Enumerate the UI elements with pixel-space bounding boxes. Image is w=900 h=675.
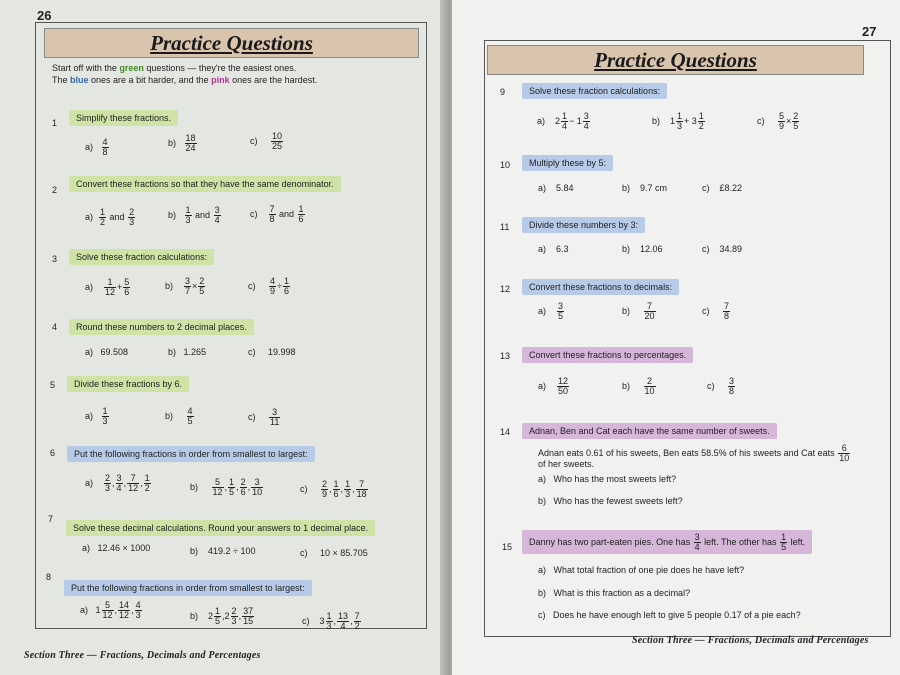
answer-value: 12.06 (640, 244, 663, 254)
question-label-part: left. The other has (704, 537, 777, 547)
answer-b: b) $\frac{3}{7}$ × $\frac{2}{5}$ (165, 276, 205, 296)
answer-a: a) $\frac{12}{50}$ (538, 376, 569, 396)
answer-c: c) 19.998 (248, 347, 296, 357)
question-label: Solve these fraction calculations: (522, 83, 667, 99)
answer-value: 19.998 (268, 347, 296, 357)
answer-b: b) 419.2 ÷ 100 (190, 546, 256, 556)
answer-c: c) 3 $\frac{1}{3}$ , $\frac{13}{4}$ , $\frac{7}{2}$ (302, 611, 360, 631)
letter: b) (168, 137, 177, 148)
answer-value: Who has the fewest sweets left? (553, 496, 683, 506)
answer-c: c) $\frac{5}{9}$ × $\frac{2}{5}$ (757, 111, 799, 131)
answer-c: c) 10 × 85.705 (300, 548, 368, 558)
answer-b: b) $\frac{7}{20}$ (622, 301, 655, 321)
question-number: 7 (48, 514, 54, 524)
question-label: Round these numbers to 2 decimal places. (69, 319, 254, 335)
answer-a: a) 1 $\frac{5}{12}$ , $\frac{14}{12}$ , $\frac{4}{3}$ (80, 600, 141, 620)
question-number: 15 (502, 542, 513, 552)
letter: a) (85, 141, 94, 152)
answer-c: c) $\frac{3}{8}$ (707, 376, 735, 396)
question-label: Multiply these by 5: (522, 155, 613, 171)
answer-a: a) $\frac{1}{12}$ + $\frac{5}{6}$ (85, 277, 130, 297)
answer-b: b) $\frac{2}{10}$ (622, 376, 655, 396)
right-page (452, 0, 900, 675)
answer-b: b) 1.265 (168, 347, 207, 357)
question-number: 4 (52, 322, 58, 332)
answer-a: a) 6.3 (538, 244, 569, 254)
letter: c) (250, 135, 258, 146)
question-label: Simplify these fractions. (69, 110, 178, 126)
answer-value: 5.84 (556, 183, 574, 193)
question-number: 13 (500, 351, 511, 361)
intro-text (52, 62, 412, 86)
left-page (0, 0, 448, 675)
intro-part: questions — they're the easiest ones. (143, 63, 297, 73)
answer-b: b) 2 $\frac{1}{5}$ ,2 $\frac{2}{3}$ , $\frac{37}{15}$ (190, 606, 254, 626)
answer-value: £8.22 (719, 183, 743, 193)
answer-value: 10 × 85.705 (320, 548, 368, 558)
answer-a: a) Who has the most sweets left? (538, 474, 677, 484)
question-label: Convert these fractions to decimals: (522, 279, 679, 295)
question-text: of her sweets. (538, 459, 595, 469)
question-label: Divide these numbers by 3: (522, 217, 645, 233)
question-label: Convert these fractions to percentages. (522, 347, 693, 363)
question-label: Adnan, Ben and Cat each have the same number of sweets. (522, 423, 777, 439)
question-label: Convert these fractions so that they have the same denominator. (69, 176, 341, 192)
answer-value: 34.89 (719, 244, 743, 254)
page-title: Practice Questions (594, 48, 757, 72)
answer-value: Who has the most sweets left? (553, 474, 677, 484)
answer-b: b) 12.06 (622, 244, 663, 254)
answer-a: a) What total fraction of one pie does he have left? (538, 565, 745, 575)
answer-b: b) $\frac{4}{5}$ (165, 406, 193, 426)
intro-pink-word: pink (211, 75, 230, 85)
answer-a: a) $\frac{3}{5}$ (538, 301, 564, 321)
page-footer: Section Three — Fractions, Decimals and Percentages (632, 635, 869, 646)
intro-part: Start off with the (52, 63, 120, 73)
answer-a: a) $\frac{2}{3}$ , $\frac{3}{4}$ , $\frac{7}{12}$ , $\frac{1}{2}$ (85, 473, 150, 493)
answer-a: a) 5.84 (538, 183, 574, 193)
question-label-part: Danny has two part-eaten pies. One has (529, 537, 691, 547)
answer-b: b) 9.7 cm (622, 183, 668, 193)
answer-c: c) £8.22 (702, 183, 743, 193)
answer-b: b) $\frac{5}{12}$ , $\frac{1}{5}$ , $\frac{2}{6}$ , $\frac{3}{10}$ (190, 477, 263, 497)
question-text-part: Adnan eats 0.61 of his sweets, Ben eats 58.5% of his sweets and Cat eats (538, 447, 835, 458)
intro-part: ones are a bit harder, and the (88, 75, 212, 85)
question-label-part: left. (790, 537, 806, 547)
question-number: 10 (500, 160, 511, 170)
answer-c: c) $\frac{3}{11}$ (248, 407, 280, 427)
answer-a: a) $\frac{1}{3}$ (85, 406, 108, 426)
question-number: 5 (50, 380, 56, 390)
answer-a: a) 2 $\frac{1}{4}$ − 1 $\frac{3}{4}$ (537, 111, 589, 131)
answer-a: a) 69.508 (85, 347, 129, 357)
answer-c: c) 34.89 (702, 244, 743, 254)
title-bar (44, 28, 419, 58)
question-label: Solve these decimal calculations. Round your answers to 1 decimal place. (66, 520, 375, 536)
question-number: 11 (500, 222, 510, 232)
answer-c: c) $\frac{7}{8}$ and $\frac{1}{6}$ (250, 204, 304, 224)
question-label: Danny has two part-eaten pies. One has $\frac{3}{4}$ left. The other has $\frac{1}{5}$ left. (522, 530, 812, 554)
intro-part: The (52, 75, 71, 85)
question-number: 3 (52, 254, 58, 264)
question-number: 8 (46, 572, 52, 582)
answer-a: a) 12.46 × 1000 (82, 543, 151, 553)
question-label: Put the following fractions in order from smallest to largest: (64, 580, 312, 596)
intro-blue-word: blue (70, 75, 89, 85)
answer-b: b) Who has the fewest sweets left? (538, 496, 683, 506)
answer-b: b) $\frac{18}{24}$ (168, 133, 196, 153)
page-number: 26 (37, 8, 52, 23)
answer-value: 6.3 (556, 244, 569, 254)
answer-b: b) What is this fraction as a decimal? (538, 588, 691, 598)
answer-c: c) $\frac{7}{8}$ (702, 301, 730, 321)
question-number: 2 (52, 185, 58, 195)
page-number: 27 (862, 24, 877, 39)
answer-c: c) $\frac{2}{9}$ , $\frac{1}{6}$ , $\frac{1}{3}$ , $\frac{7}{18}$ (300, 479, 367, 499)
question-number: 12 (500, 284, 511, 294)
answer-c: c) $\frac{10}{25}$ (250, 131, 283, 151)
page-footer: Section Three — Fractions, Decimals and Percentages (24, 650, 261, 661)
question-text: Adnan eats 0.61 of his sweets, Ben eats 58.5% of his sweets and Cat eats $\frac{6}{10}$ (538, 443, 850, 463)
intro-green-word: green (119, 63, 144, 73)
answer-value: 1.265 (183, 347, 207, 357)
answer-value: 9.7 cm (640, 183, 668, 193)
answer-value: What total fraction of one pie does he have left? (553, 565, 745, 575)
question-number: 1 (52, 118, 58, 128)
answer-value: What is this fraction as a decimal? (553, 588, 691, 598)
question-number: 9 (500, 87, 506, 97)
title-bar (487, 45, 864, 75)
answer-value: 69.508 (100, 347, 129, 357)
intro-part: ones are the hardest. (229, 75, 318, 85)
answer-value: 12.46 × 1000 (97, 543, 151, 553)
answer-c: c) $\frac{4}{9}$ ÷ $\frac{1}{6}$ (248, 276, 289, 296)
question-number: 14 (500, 427, 511, 437)
answer-c: c) Does he have enough left to give 5 people 0.17 of a pie each? (538, 610, 801, 620)
answer-b: b) $\frac{1}{3}$ and $\frac{3}{4}$ (168, 205, 220, 225)
answer-a: a) $\frac{1}{2}$ and $\frac{2}{3}$ (85, 207, 135, 227)
answer-a: a) $\frac{4}{8}$ (85, 137, 108, 157)
question-label: Divide these fractions by 6. (67, 376, 189, 392)
question-label: Solve these fraction calculations: (69, 249, 214, 265)
question-label: Put the following fractions in order from smallest to largest: (67, 446, 315, 462)
answer-value: Does he have enough left to give 5 people 0.17 of a pie each? (553, 610, 801, 620)
answer-value: 419.2 ÷ 100 (208, 546, 256, 556)
question-number: 6 (50, 448, 56, 458)
answer-b: b) 1 $\frac{1}{3}$ + 3 $\frac{1}{2}$ (652, 111, 704, 131)
page-title: Practice Questions (150, 31, 313, 55)
